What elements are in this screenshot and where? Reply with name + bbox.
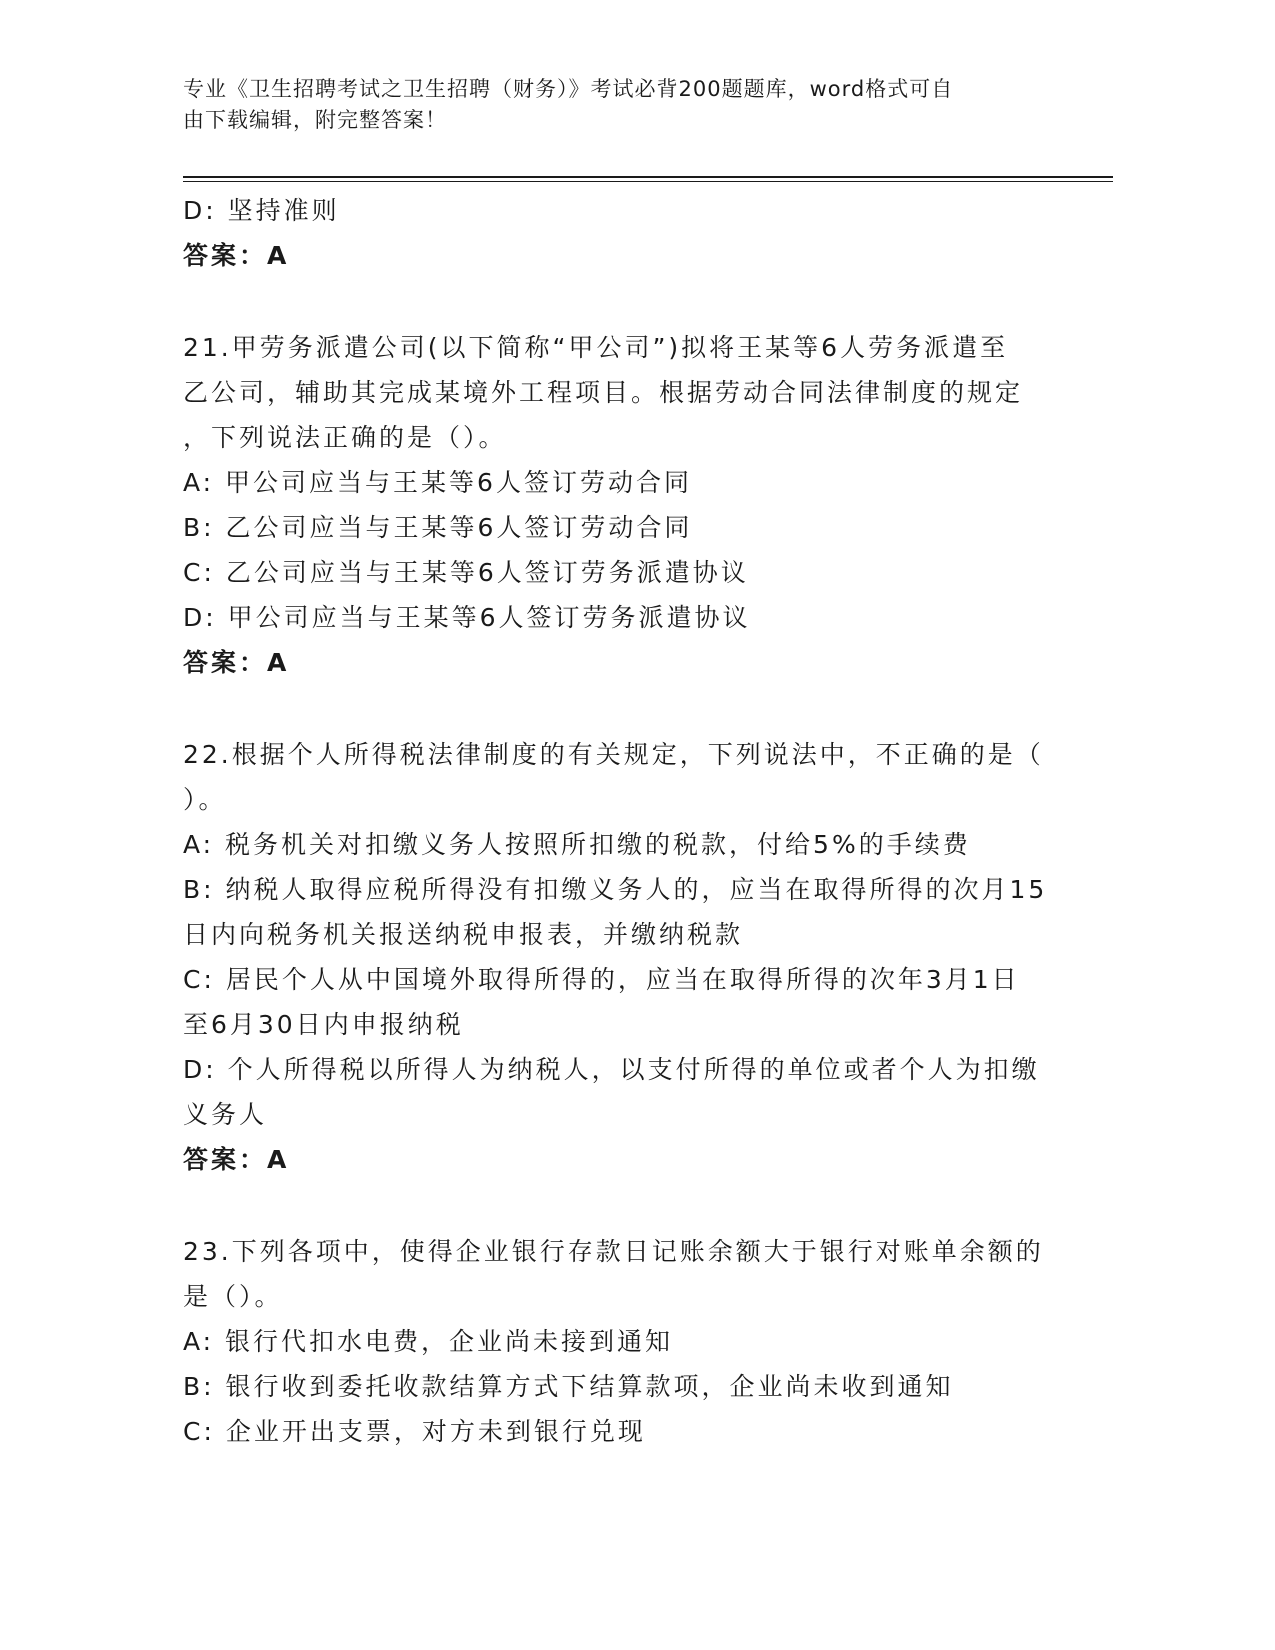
question-text: 22.根据个人所得税法律制度的有关规定，下列说法中，不正确的是（	[183, 740, 1044, 769]
question-23	[183, 1229, 1063, 1454]
question-text: 23.下列各项中，使得企业银行存款日记账余额大于银行对账单余额的	[183, 1237, 1044, 1266]
answer-line: 答案：A	[183, 648, 290, 677]
option-d: D: 个人所得税以所得人为纳税人，以支付所得的单位或者个人为扣缴	[183, 1055, 1040, 1084]
option-b: B: 银行收到委托收款结算方式下结算款项，企业尚未收到通知	[183, 1372, 954, 1401]
question-text: 乙公司，辅助其完成某境外工程项目。根据劳动合同法律制度的规定	[183, 378, 1024, 407]
option-a: A: 税务机关对扣缴义务人按照所扣缴的税款，付给5%的手续费	[183, 830, 971, 859]
header-divider-thick	[183, 176, 1113, 178]
option-d-continued: 义务人	[183, 1100, 268, 1129]
option-a: A: 银行代扣水电费，企业尚未接到通知	[183, 1327, 674, 1356]
option-b-continued: 日内向税务机关报送纳税申报表，并缴纳税款	[183, 920, 744, 949]
option-b: B: 乙公司应当与王某等6人签订劳动合同	[183, 513, 693, 542]
question-text: ，下列说法正确的是（）。	[183, 423, 507, 452]
question-22	[183, 732, 1063, 1182]
option-c: C: 居民个人从中国境外取得所得的，应当在取得所得的次年3月1日	[183, 965, 1020, 994]
option-b: B: 纳税人取得应税所得没有扣缴义务人的，应当在取得所得的次月15	[183, 875, 1048, 904]
option-c: C: 企业开出支票，对方未到银行兑现	[183, 1417, 646, 1446]
header-line: 由下载编辑，附完整答案！	[183, 108, 447, 132]
question-21	[183, 325, 1063, 685]
spacer	[183, 1182, 1063, 1229]
answer-line: 答案：A	[183, 1145, 290, 1174]
spacer	[183, 685, 1063, 732]
question-20-tail	[183, 188, 1063, 278]
document-header	[183, 74, 1063, 136]
question-text: 是（）。	[183, 1282, 283, 1311]
option-c-continued: 至6月30日内申报纳税	[183, 1010, 464, 1039]
option-d: D: 甲公司应当与王某等6人签订劳务派遣协议	[183, 603, 751, 632]
spacer	[183, 278, 1063, 325]
document-body	[183, 188, 1063, 1454]
option-d: D: 坚持准则	[183, 196, 340, 225]
header-divider-thin	[183, 181, 1113, 182]
question-text: 21.甲劳务派遣公司(以下简称“甲公司”)拟将王某等6人劳务派遣至	[183, 333, 1009, 362]
question-text: ）。	[183, 785, 227, 814]
header-line: 专业《卫生招聘考试之卫生招聘（财务）》考试必背200题题库，word格式可自	[183, 77, 954, 101]
answer-line: 答案：A	[183, 241, 290, 270]
option-c: C: 乙公司应当与王某等6人签订劳务派遣协议	[183, 558, 749, 587]
option-a: A: 甲公司应当与王某等6人签订劳动合同	[183, 468, 692, 497]
